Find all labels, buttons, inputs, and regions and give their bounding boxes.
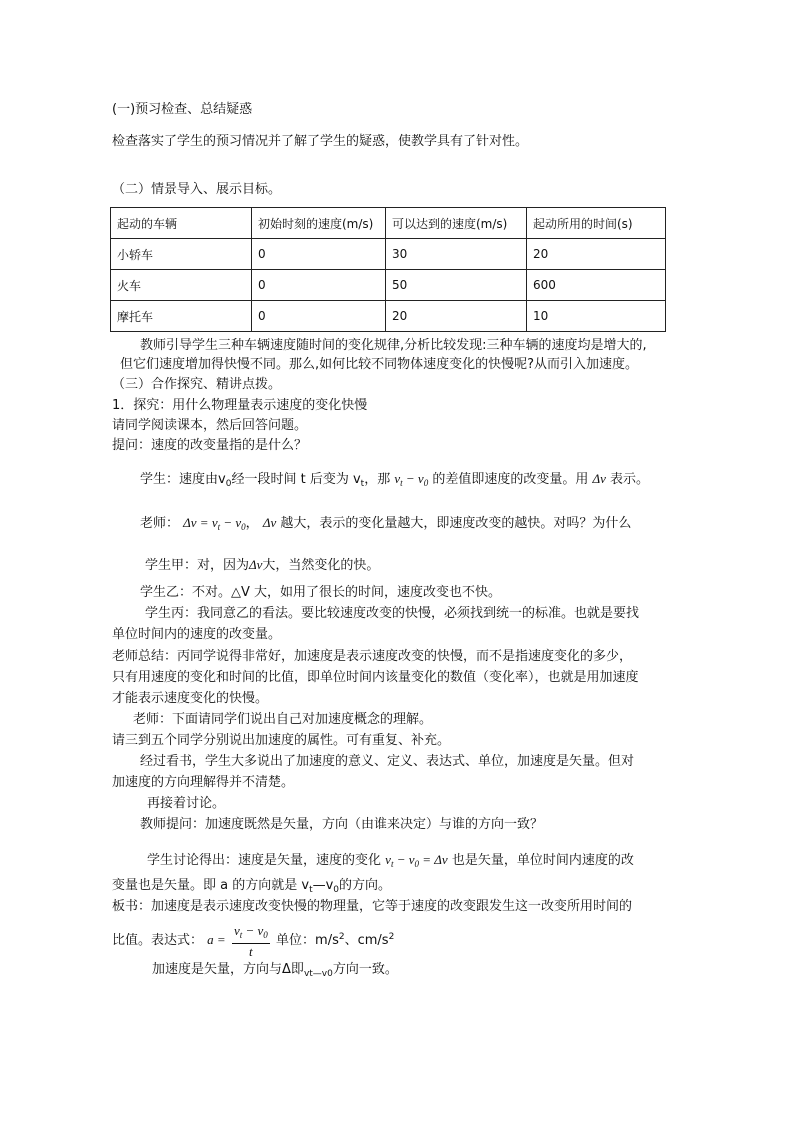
text-span: Δ: [282, 962, 291, 977]
table-row: [111, 270, 666, 301]
text-span: 表示。: [610, 472, 650, 487]
teacher-summary-3: 才能表示速度变化的快慢。: [112, 691, 269, 706]
table-header-cell: 可以达到的速度(m/s): [386, 208, 527, 239]
text-span: 比值。表达式：: [112, 933, 204, 948]
formula-vt-v0-delta: $v_t - v_0 = \Delta v$: [385, 852, 448, 869]
formula-vt-minus-v0: $v_t - v_0$: [394, 471, 429, 488]
math-vt-v0: vt—v0: [303, 969, 333, 979]
inquiry-line-1: 1．探究：用什么物理量表示速度的变化快慢: [112, 398, 368, 413]
table-cell: 摩托车: [111, 301, 252, 332]
table-cell: 0: [252, 301, 386, 332]
teacher-prompt: 老师：下面请同学们说出自己对加速度概念的理解。: [133, 712, 433, 727]
table-header-cell: 起动的车辆: [111, 208, 252, 239]
text-span: 、cm/s: [344, 933, 389, 948]
text-span: 加速度是矢量，方向与: [152, 962, 283, 977]
table-cell: 10: [527, 301, 666, 332]
text-span: —v: [312, 878, 334, 893]
inquiry-line-2: 请同学阅读课本，然后回答问题。: [112, 418, 308, 433]
result-line-1: 经过看书，学生大多说出了加速度的意义、定义、表达式、单位，加速度是矢量。但对: [140, 754, 635, 769]
inquiry-question: 提问：速度的改变量指的是什么？: [112, 438, 308, 453]
vehicle-table: [110, 207, 666, 332]
teacher-prompt-2: 请三到五个同学分别说出加速度的属性。可有重复、补充。: [112, 733, 451, 748]
text-span: 变量也是矢量。即 a 的方向就是 v: [112, 878, 310, 893]
formula-delta-v: Δv: [262, 515, 277, 530]
formula-delta-v: Δv: [249, 557, 263, 572]
table-row: [111, 301, 666, 332]
text-span: 学生甲：对，因为: [145, 558, 250, 573]
text-span: 即: [290, 962, 304, 977]
text-span: 学生讨论得出：速度是矢量，速度的变化: [147, 853, 382, 868]
board-line-3: [152, 960, 398, 984]
text-span: 经一段时间 t 后变为: [231, 472, 349, 487]
text-span: 的差值即速度的改变量。用: [432, 472, 589, 487]
student-bing-line-1: 学生丙：我同意乙的看法。要比较速度改变的快慢，必须找到统一的标准。也就是要找: [145, 606, 640, 621]
student-bing-line-2: 单位时间内的速度的改变量。: [112, 627, 282, 642]
table-header-row: [111, 208, 666, 239]
text-span: 越大，表示的变化量越大，即速度改变的越快。对吗？为什么: [280, 516, 632, 531]
table-cell: 20: [386, 301, 527, 332]
text-span: 方向一致。: [332, 962, 398, 977]
student-answer-line: 学生：速度由$v_0$经一段时间 t 后变为 $v_t$，那 $v_t - v_0$ 的差值即速度的改变量。用 Δv 表示。: [140, 471, 650, 489]
para-teacher-guide-1: 教师引导学生三种车辆速度随时间的变化规律,分析比较发现:三种车辆的速度均是增大的,: [140, 338, 647, 353]
board-line-2: 比值。表达式： a = $\frac{v_t - v_0}{t}$ 单位：$m/s^2$、$cm/s^2$: [112, 923, 395, 960]
table-header-cell: 初始时刻的速度(m/s): [252, 208, 386, 239]
discussion-line-2: 变量也是矢量。即 a 的方向就是 $v_t—v_0$的方向。: [112, 878, 392, 895]
table-cell: 600: [527, 270, 666, 301]
para-teacher-guide-2: 但它们速度增加得快慢不同。那么,如何比较不同物体速度变化的快慢呢?从而引入加速度。: [120, 357, 639, 372]
formula-delta-v-definition: $\Delta v = v_t - v_0$: [183, 515, 246, 532]
table-cell: 0: [252, 270, 386, 301]
table-row: [111, 239, 666, 270]
table-cell: 30: [386, 239, 527, 270]
text-span: ，那: [364, 472, 391, 487]
table-cell: 小轿车: [111, 239, 252, 270]
formula-acceleration: a = $\frac{v_t - v_0}{t}$: [207, 923, 268, 960]
math-v0: $v_0$: [218, 472, 232, 489]
result-line-2: 加速度的方向理解得并不清楚。: [112, 775, 295, 790]
table-cell: 0: [252, 239, 386, 270]
teacher-delta-line: 老师： $\Delta v = v_t - v_0$， Δv 越大，表示的变化量越大，即速度改变的越快。对吗？为什么: [140, 515, 632, 532]
teacher-question: 教师提问：加速度既然是矢量，方向（由谁来决定）与谁的方向一致？: [140, 817, 544, 832]
formula-delta-v: Δv: [592, 471, 606, 486]
heading-scene-intro: （二）情景导入、展示目标。: [112, 182, 282, 197]
text-span: 大，当然变化的快。: [262, 558, 380, 573]
teacher-summary-1: 老师总结：丙同学说得非常好，加速度是表示速度改变的快慢，而不是指速度变化的多少，: [112, 649, 633, 664]
text-span: 老师：: [140, 516, 180, 531]
discussion-line-1: [147, 850, 634, 874]
table-cell: 火车: [111, 270, 252, 301]
student-yi-line: 学生乙：不对。△V 大，如用了很长的时间，速度改变也不快。: [140, 585, 502, 600]
board-line-1: 板书：加速度是表示速度改变快慢的物理量，它等于速度的改变跟发生这一改变所用时间的: [112, 899, 633, 914]
para-preview-check: 检查落实了学生的预习情况并了解了学生的疑惑，使教学具有了针对性。: [112, 134, 529, 149]
result-line-3: 再接着讨论。: [147, 796, 226, 811]
teacher-summary-2: 只有用速度的变化和时间的比值，即单位时间内该量变化的数值（变化率），也就是用加速度: [112, 670, 639, 685]
text-span: 学生：速度由: [140, 472, 219, 487]
text-span: 的方向。: [339, 878, 392, 893]
student-jia-line: [145, 555, 379, 576]
heading-preview-check: (一)预习检查、总结疑惑: [112, 102, 253, 117]
table-cell: 20: [527, 239, 666, 270]
text-span: 也是矢量，单位时间内速度的改: [451, 853, 634, 868]
text-span: 单位：m/s: [276, 933, 339, 948]
table-header-cell: 起动所用的时间(s): [527, 208, 666, 239]
table-cell: 50: [386, 270, 527, 301]
heading-cooperative-inquiry: （三）合作探究、精讲点拨。: [112, 377, 282, 392]
